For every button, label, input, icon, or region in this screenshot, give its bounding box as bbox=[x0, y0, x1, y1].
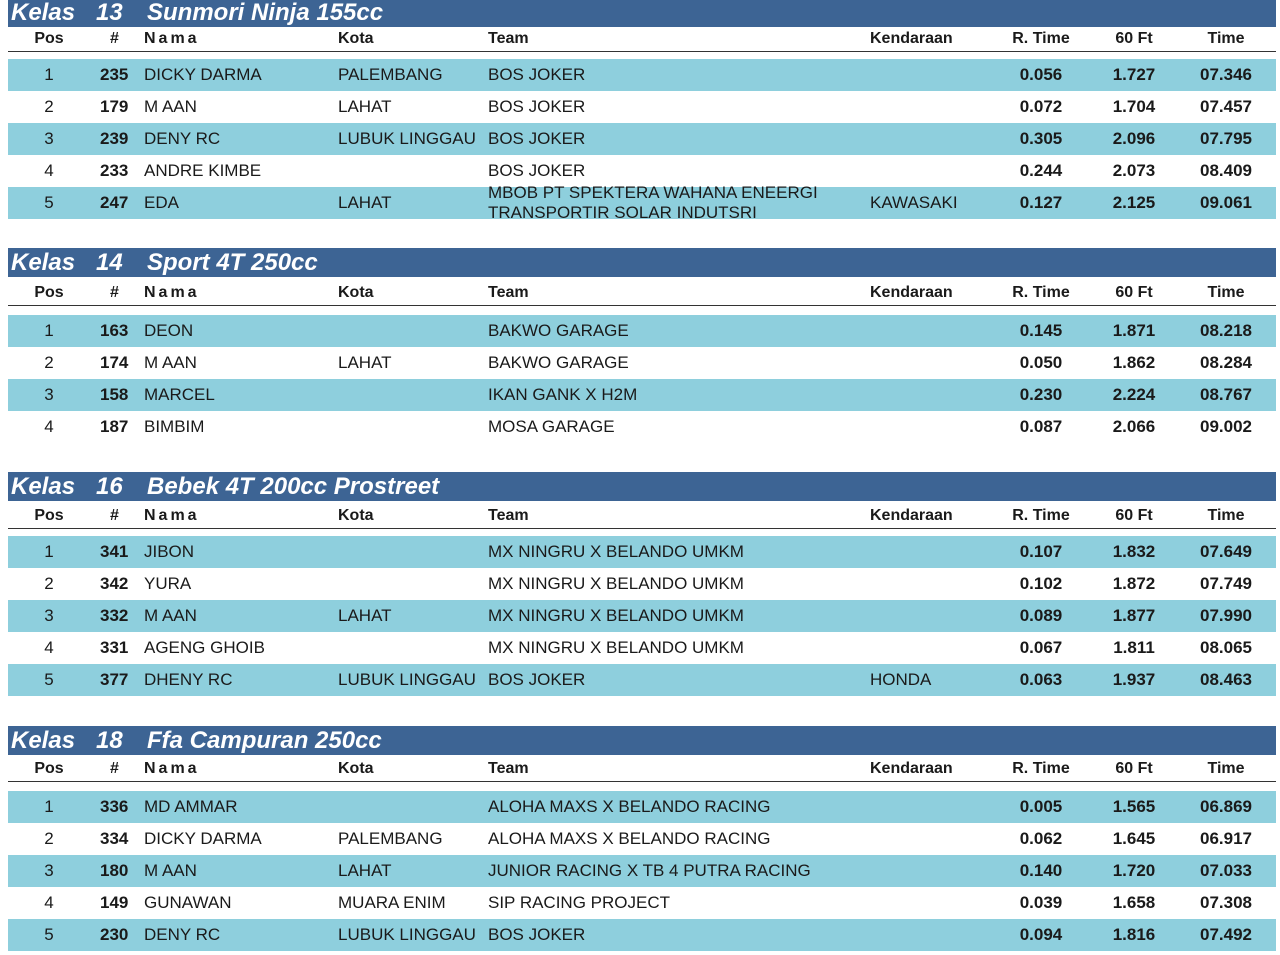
rtime-cell: 0.094 bbox=[1019, 925, 1063, 944]
pos-cell: 2 bbox=[44, 97, 54, 116]
ft60-cell: 2.096 bbox=[1112, 129, 1156, 148]
class-name: Sport 4T 250cc bbox=[147, 249, 318, 276]
kendaraan-cell: KAWASAKI bbox=[870, 193, 958, 212]
time-cell: 07.649 bbox=[1200, 542, 1252, 561]
ft60-cell: 2.224 bbox=[1112, 385, 1156, 404]
time-cell: 08.409 bbox=[1200, 161, 1252, 180]
team-cell bbox=[488, 183, 818, 223]
pos-cell: 2 bbox=[44, 829, 54, 848]
nama-cell: DICKY DARMA bbox=[144, 65, 262, 84]
time-cell: 08.767 bbox=[1200, 385, 1252, 404]
ft60-cell: 1.645 bbox=[1112, 829, 1156, 848]
team-cell: ALOHA MAXS X BELANDO RACING bbox=[488, 829, 771, 848]
team-cell: BAKWO GARAGE bbox=[488, 321, 629, 340]
column-header-time: Time bbox=[1207, 284, 1245, 301]
rtime-cell: 0.140 bbox=[1019, 861, 1063, 880]
ft60-cell: 2.073 bbox=[1112, 161, 1156, 180]
team-cell: BOS JOKER bbox=[488, 670, 586, 689]
time-cell: 07.749 bbox=[1200, 574, 1252, 593]
pos-cell: 2 bbox=[44, 353, 54, 372]
team-cell: ALOHA MAXS X BELANDO RACING bbox=[488, 797, 771, 816]
nama-cell: DHENY RC bbox=[144, 670, 233, 689]
team-cell: IKAN GANK X H2M bbox=[488, 385, 638, 404]
team-cell: MOSA GARAGE bbox=[488, 417, 615, 436]
pos-cell: 4 bbox=[44, 893, 54, 912]
column-header-row bbox=[8, 281, 1276, 306]
time-cell: 09.061 bbox=[1200, 193, 1252, 212]
time-cell: 08.218 bbox=[1200, 321, 1252, 340]
no-cell: 341 bbox=[100, 542, 129, 561]
column-header-rtime: R. Time bbox=[1012, 30, 1070, 47]
column-header-nama: Nama bbox=[144, 30, 200, 47]
table-row bbox=[8, 791, 1276, 823]
column-header-ft60: 60 Ft bbox=[1115, 760, 1153, 777]
no-cell: 342 bbox=[100, 574, 129, 593]
nama-cell: AGENG GHOIB bbox=[144, 638, 265, 657]
rtime-cell: 0.005 bbox=[1019, 797, 1063, 816]
pos-cell: 1 bbox=[44, 542, 54, 561]
rtime-cell: 0.107 bbox=[1019, 542, 1063, 561]
pos-cell: 5 bbox=[44, 193, 54, 212]
team-cell: SIP RACING PROJECT bbox=[488, 893, 670, 912]
rtime-cell: 0.056 bbox=[1019, 65, 1063, 84]
time-cell: 07.795 bbox=[1200, 129, 1252, 148]
nama-cell: DEON bbox=[144, 321, 194, 340]
column-header-kota: Kota bbox=[338, 507, 374, 524]
ft60-cell: 1.872 bbox=[1112, 574, 1156, 593]
class-name: Ffa Campuran 250cc bbox=[147, 727, 382, 754]
team-cell: BOS JOKER bbox=[488, 161, 586, 180]
rtime-cell: 0.039 bbox=[1019, 893, 1063, 912]
rtime-cell: 0.230 bbox=[1019, 385, 1063, 404]
ft60-cell: 2.066 bbox=[1112, 417, 1156, 436]
nama-cell: M AAN bbox=[144, 606, 197, 625]
nama-cell: DENY RC bbox=[144, 129, 221, 148]
pos-cell: 3 bbox=[44, 129, 54, 148]
column-header-kendaraan: Kendaraan bbox=[870, 30, 953, 47]
ft60-cell: 1.720 bbox=[1112, 861, 1156, 880]
ft60-cell: 2.125 bbox=[1112, 193, 1156, 212]
no-cell: 239 bbox=[100, 129, 129, 148]
column-header-nama: Nama bbox=[144, 760, 200, 777]
nama-cell: M AAN bbox=[144, 97, 197, 116]
no-cell: 332 bbox=[100, 606, 129, 625]
table-row bbox=[8, 823, 1276, 855]
team-cell: BOS JOKER bbox=[488, 65, 586, 84]
kota-cell: LAHAT bbox=[338, 193, 392, 212]
class-label: Kelas bbox=[11, 727, 76, 754]
column-header-rtime: R. Time bbox=[1012, 284, 1070, 301]
rtime-cell: 0.102 bbox=[1019, 574, 1063, 593]
time-cell: 07.457 bbox=[1200, 97, 1252, 116]
table-row bbox=[8, 919, 1276, 951]
pos-cell: 4 bbox=[44, 161, 54, 180]
class-label: Kelas bbox=[11, 249, 76, 276]
time-cell: 06.869 bbox=[1200, 797, 1252, 816]
no-cell: 247 bbox=[100, 193, 129, 212]
nama-cell: DENY RC bbox=[144, 925, 221, 944]
no-cell: 230 bbox=[100, 925, 129, 944]
class-name: Bebek 4T 200cc Prostreet bbox=[147, 473, 440, 500]
column-header-row bbox=[8, 504, 1276, 529]
time-cell: 07.346 bbox=[1200, 65, 1252, 84]
ft60-cell: 1.816 bbox=[1112, 925, 1156, 944]
ft60-cell: 1.937 bbox=[1112, 670, 1156, 689]
table-row bbox=[8, 887, 1276, 919]
column-header-time: Time bbox=[1207, 760, 1245, 777]
column-header-rtime: R. Time bbox=[1012, 507, 1070, 524]
no-cell: 377 bbox=[100, 670, 129, 689]
kota-cell: LUBUK LINGGAU bbox=[338, 670, 476, 689]
kota-cell: LUBUK LINGGAU bbox=[338, 129, 476, 148]
pos-cell: 5 bbox=[44, 925, 54, 944]
rtime-cell: 0.062 bbox=[1019, 829, 1063, 848]
table-row bbox=[8, 664, 1276, 696]
table-row bbox=[8, 59, 1276, 91]
no-cell: 180 bbox=[100, 861, 129, 880]
pos-cell: 4 bbox=[44, 417, 54, 436]
column-header-pos: Pos bbox=[34, 284, 64, 301]
no-cell: 158 bbox=[100, 385, 129, 404]
no-cell: 163 bbox=[100, 321, 129, 340]
team-cell: MX NINGRU X BELANDO UMKM bbox=[488, 542, 744, 561]
time-cell: 08.065 bbox=[1200, 638, 1252, 657]
nama-cell: M AAN bbox=[144, 861, 197, 880]
time-cell: 09.002 bbox=[1200, 417, 1252, 436]
rtime-cell: 0.244 bbox=[1019, 161, 1063, 180]
rtime-cell: 0.050 bbox=[1019, 353, 1063, 372]
table-row bbox=[8, 568, 1276, 600]
column-header-ft60: 60 Ft bbox=[1115, 284, 1153, 301]
rtime-cell: 0.087 bbox=[1019, 417, 1063, 436]
rtime-cell: 0.072 bbox=[1019, 97, 1063, 116]
pos-cell: 1 bbox=[44, 65, 54, 84]
ft60-cell: 1.704 bbox=[1112, 97, 1156, 116]
no-cell: 334 bbox=[100, 829, 129, 848]
pos-cell: 1 bbox=[44, 321, 54, 340]
column-header-kota: Kota bbox=[338, 760, 374, 777]
nama-cell: ANDRE KIMBE bbox=[144, 161, 262, 180]
team-cell: MX NINGRU X BELANDO UMKM bbox=[488, 574, 744, 593]
nama-cell: JIBON bbox=[144, 542, 195, 561]
no-cell: 179 bbox=[100, 97, 129, 116]
no-cell: 187 bbox=[100, 417, 129, 436]
table-row bbox=[8, 123, 1276, 155]
nama-cell: EDA bbox=[144, 193, 179, 212]
team-cell: BOS JOKER bbox=[488, 925, 586, 944]
kendaraan-cell: HONDA bbox=[870, 670, 932, 689]
kota-cell: LAHAT bbox=[338, 97, 392, 116]
ft60-cell: 1.658 bbox=[1112, 893, 1156, 912]
kota-cell: PALEMBANG bbox=[338, 65, 443, 84]
nama-cell: MD AMMAR bbox=[144, 797, 238, 816]
table-row bbox=[8, 536, 1276, 568]
column-header-time: Time bbox=[1207, 507, 1245, 524]
class-header bbox=[8, 0, 1276, 27]
column-header-no: # bbox=[110, 30, 119, 47]
pos-cell: 4 bbox=[44, 638, 54, 657]
nama-cell: MARCEL bbox=[144, 385, 215, 404]
class-label: Kelas bbox=[11, 0, 76, 26]
class-header bbox=[8, 726, 1276, 755]
class-number: 16 bbox=[96, 473, 123, 500]
column-header-team: Team bbox=[488, 760, 529, 777]
rtime-cell: 0.063 bbox=[1019, 670, 1063, 689]
column-header-pos: Pos bbox=[34, 760, 64, 777]
no-cell: 174 bbox=[100, 353, 129, 372]
no-cell: 149 bbox=[100, 893, 129, 912]
nama-cell: GUNAWAN bbox=[144, 893, 232, 912]
pos-cell: 2 bbox=[44, 574, 54, 593]
no-cell: 233 bbox=[100, 161, 129, 180]
pos-cell: 1 bbox=[44, 797, 54, 816]
table-row bbox=[8, 315, 1276, 347]
column-header-team: Team bbox=[488, 30, 529, 47]
column-header-rtime: R. Time bbox=[1012, 760, 1070, 777]
team-cell: BOS JOKER bbox=[488, 129, 586, 148]
no-cell: 336 bbox=[100, 797, 129, 816]
class-header bbox=[8, 472, 1276, 501]
table-row bbox=[8, 347, 1276, 379]
pos-cell: 5 bbox=[44, 670, 54, 689]
time-cell: 07.492 bbox=[1200, 925, 1252, 944]
team-line: MBOB PT SPEKTERA WAHANA ENEERGI bbox=[488, 183, 818, 202]
table-row bbox=[8, 632, 1276, 664]
pos-cell: 3 bbox=[44, 861, 54, 880]
column-header-team: Team bbox=[488, 507, 529, 524]
kota-cell: LAHAT bbox=[338, 606, 392, 625]
ft60-cell: 1.862 bbox=[1112, 353, 1156, 372]
column-header-pos: Pos bbox=[34, 30, 64, 47]
class-number: 13 bbox=[96, 0, 123, 26]
table-row bbox=[8, 379, 1276, 411]
time-cell: 06.917 bbox=[1200, 829, 1252, 848]
team-cell: MX NINGRU X BELANDO UMKM bbox=[488, 606, 744, 625]
rtime-cell: 0.305 bbox=[1019, 129, 1063, 148]
column-header-no: # bbox=[110, 760, 119, 777]
time-cell: 07.033 bbox=[1200, 861, 1252, 880]
kota-cell: LAHAT bbox=[338, 353, 392, 372]
class-name: Sunmori Ninja 155cc bbox=[147, 0, 384, 26]
no-cell: 331 bbox=[100, 638, 129, 657]
team-cell: JUNIOR RACING X TB 4 PUTRA RACING bbox=[488, 861, 811, 880]
ft60-cell: 1.565 bbox=[1112, 797, 1156, 816]
rtime-cell: 0.067 bbox=[1019, 638, 1063, 657]
pos-cell: 3 bbox=[44, 385, 54, 404]
class-label: Kelas bbox=[11, 473, 76, 500]
column-header-pos: Pos bbox=[34, 507, 64, 524]
team-cell: BAKWO GARAGE bbox=[488, 353, 629, 372]
table-row bbox=[8, 600, 1276, 632]
rtime-cell: 0.127 bbox=[1019, 193, 1063, 212]
table-row bbox=[8, 183, 1276, 222]
class-number: 18 bbox=[96, 727, 123, 754]
kota-cell: MUARA ENIM bbox=[338, 893, 446, 912]
ft60-cell: 1.727 bbox=[1112, 65, 1156, 84]
time-cell: 07.308 bbox=[1200, 893, 1252, 912]
column-header-kendaraan: Kendaraan bbox=[870, 507, 953, 524]
ft60-cell: 1.877 bbox=[1112, 606, 1156, 625]
nama-cell: M AAN bbox=[144, 353, 197, 372]
ft60-cell: 1.811 bbox=[1113, 638, 1155, 657]
column-header-time: Time bbox=[1207, 30, 1245, 47]
column-header-ft60: 60 Ft bbox=[1115, 507, 1153, 524]
nama-cell: DICKY DARMA bbox=[144, 829, 262, 848]
column-header-nama: Nama bbox=[144, 284, 200, 301]
nama-cell: YURA bbox=[144, 574, 192, 593]
time-cell: 07.990 bbox=[1200, 606, 1252, 625]
column-header-team: Team bbox=[488, 284, 529, 301]
column-header-no: # bbox=[110, 284, 119, 301]
table-row bbox=[8, 411, 1276, 443]
rtime-cell: 0.089 bbox=[1019, 606, 1063, 625]
column-header-kendaraan: Kendaraan bbox=[870, 760, 953, 777]
column-header-kota: Kota bbox=[338, 284, 374, 301]
kota-cell: LUBUK LINGGAU bbox=[338, 925, 476, 944]
ft60-cell: 1.871 bbox=[1112, 321, 1156, 340]
table-row bbox=[8, 855, 1276, 887]
column-header-row bbox=[8, 27, 1276, 52]
time-cell: 08.463 bbox=[1200, 670, 1252, 689]
nama-cell: BIMBIM bbox=[144, 417, 205, 436]
class-header bbox=[8, 248, 1276, 277]
time-cell: 08.284 bbox=[1200, 353, 1252, 372]
column-header-nama: Nama bbox=[144, 507, 200, 524]
column-header-kota: Kota bbox=[338, 30, 374, 47]
pos-cell: 3 bbox=[44, 606, 54, 625]
column-header-row bbox=[8, 757, 1276, 782]
team-line: TRANSPORTIR SOLAR INDUTSRI bbox=[488, 203, 757, 222]
kota-cell: PALEMBANG bbox=[338, 829, 443, 848]
team-cell: MX NINGRU X BELANDO UMKM bbox=[488, 638, 744, 657]
team-cell: BOS JOKER bbox=[488, 97, 586, 116]
ft60-cell: 1.832 bbox=[1112, 542, 1156, 561]
no-cell: 235 bbox=[100, 65, 129, 84]
kota-cell: LAHAT bbox=[338, 861, 392, 880]
table-row bbox=[8, 91, 1276, 123]
class-number: 14 bbox=[96, 249, 123, 276]
column-header-kendaraan: Kendaraan bbox=[870, 284, 953, 301]
column-header-no: # bbox=[110, 507, 119, 524]
column-header-ft60: 60 Ft bbox=[1115, 30, 1153, 47]
rtime-cell: 0.145 bbox=[1019, 321, 1063, 340]
